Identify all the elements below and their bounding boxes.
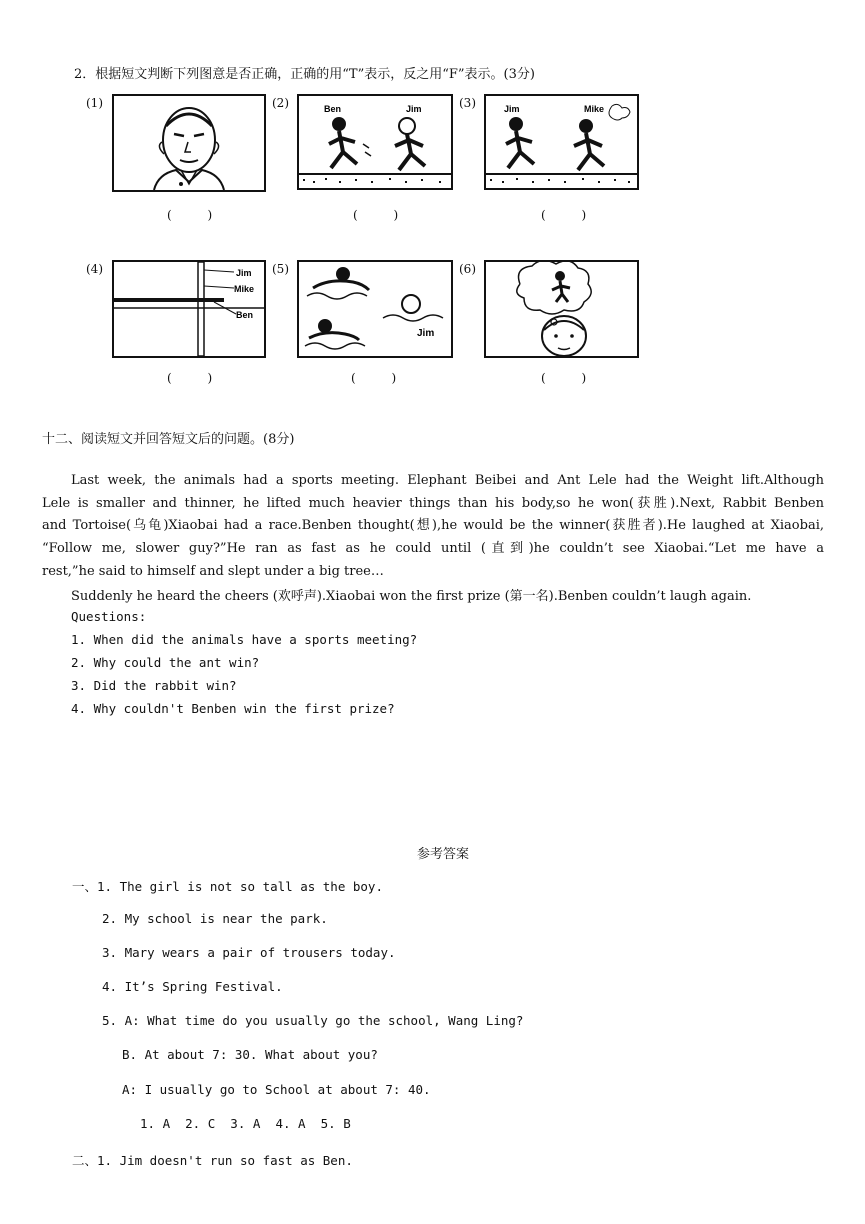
answer-item: 1. A 2. C 3. A 4. A 5. B [140,1116,351,1131]
picture-3-label: (3) [459,96,476,110]
answer-item: 5. A: What time do you usually go the school, Wang Ling? [102,1013,524,1028]
picture-6-label: (6) [459,262,476,276]
runner-name: Jim [504,104,520,114]
runner-name: Mike [584,104,605,114]
picture-6-answer-blank[interactable]: ( ) [541,371,603,385]
old-man-face-icon [114,96,264,190]
question-2-title: 2．根据短文判断下列图意是否正确，正确的用“T”表示，反之用“F”表示。(3分) [74,67,535,82]
picture-4-frame [112,260,266,358]
picture-5-frame [297,260,453,358]
answer-item: B. At about 7: 30. What about you? [122,1047,378,1062]
reading-passage [42,470,824,584]
boy-thinking-icon [486,262,637,356]
runner-name: Jim [406,104,422,114]
two-runners-icon [299,96,451,188]
answer-item: 3. Mary wears a pair of trousers today. [102,945,396,960]
questions-label: Questions: [71,609,147,624]
picture-3-answer-blank[interactable]: ( ) [541,208,603,222]
swimmer-name: Jim [417,328,435,339]
passage-line: and Tortoise(乌龟)Xiaobai had a race.Benben thought(想),he would be the winner(获胜者).He laughed at Xiaobai, [42,518,824,534]
passage-last-line: Suddenly he heard the cheers (欢呼声).Xiaobai won the first prize (第一名).Benben couldn’t laugh again. [71,589,752,604]
answer-item: 2. My school is near the park. [102,911,328,926]
picture-2-label: (2) [272,96,289,110]
picture-4-answer-blank[interactable]: ( ) [167,371,229,385]
question-item: 3. Did the rabbit win? [71,678,237,693]
picture-6-frame [484,260,639,358]
passage-line: rest,”he said to himself and slept under a big tree… [42,563,384,579]
jumper-name: Mike [234,284,255,294]
picture-1-answer-blank[interactable]: ( ) [167,208,229,222]
runner-name: Ben [324,104,342,114]
answer-item: 二、1. Jim doesn't run so fast as Ben. [72,1153,353,1168]
picture-5-label: (5) [272,262,289,276]
question-item: 1. When did the animals have a sports meeting? [71,632,418,647]
picture-3-frame [484,94,639,190]
picture-4-label: (4) [86,262,103,276]
answer-item: 一、1. The girl is not so tall as the boy. [72,879,383,894]
jumper-name: Jim [236,268,252,278]
two-runners-icon [486,96,637,188]
high-jump-bar-icon [114,262,264,356]
picture-1-label: (1) [86,96,103,110]
section-12-title: 十二、阅读短文并回答短文后的问题。(8分) [42,432,295,447]
passage-line: Lele is smaller and thinner, he lifted much heavier things than his body,so he won(获胜).Next, Rabbit Benben [42,495,824,511]
picture-1-frame [112,94,266,192]
picture-2-frame [297,94,453,190]
swimmers-icon [299,262,451,356]
jumper-name: Ben [236,310,254,320]
answer-key-title: 参考答案 [417,847,470,862]
question-item: 2. Why could the ant win? [71,655,260,670]
picture-2-answer-blank[interactable]: ( ) [353,208,415,222]
question-item: 4. Why couldn't Benben win the first prize? [71,701,395,716]
answer-item: 4. It’s Spring Festival. [102,979,283,994]
passage-line: Last week, the animals had a sports meeting. Elephant Beibei and Ant Lele had the Weight lift.Although [71,473,824,488]
picture-5-answer-blank[interactable]: ( ) [351,371,413,385]
answer-item: A: I usually go to School at about 7: 40. [122,1082,431,1097]
passage-line: “Follow me, slower guy?”He ran as fast as he could until (直到)he couldn’t see Xiaobai.“Let me have a [42,541,824,557]
